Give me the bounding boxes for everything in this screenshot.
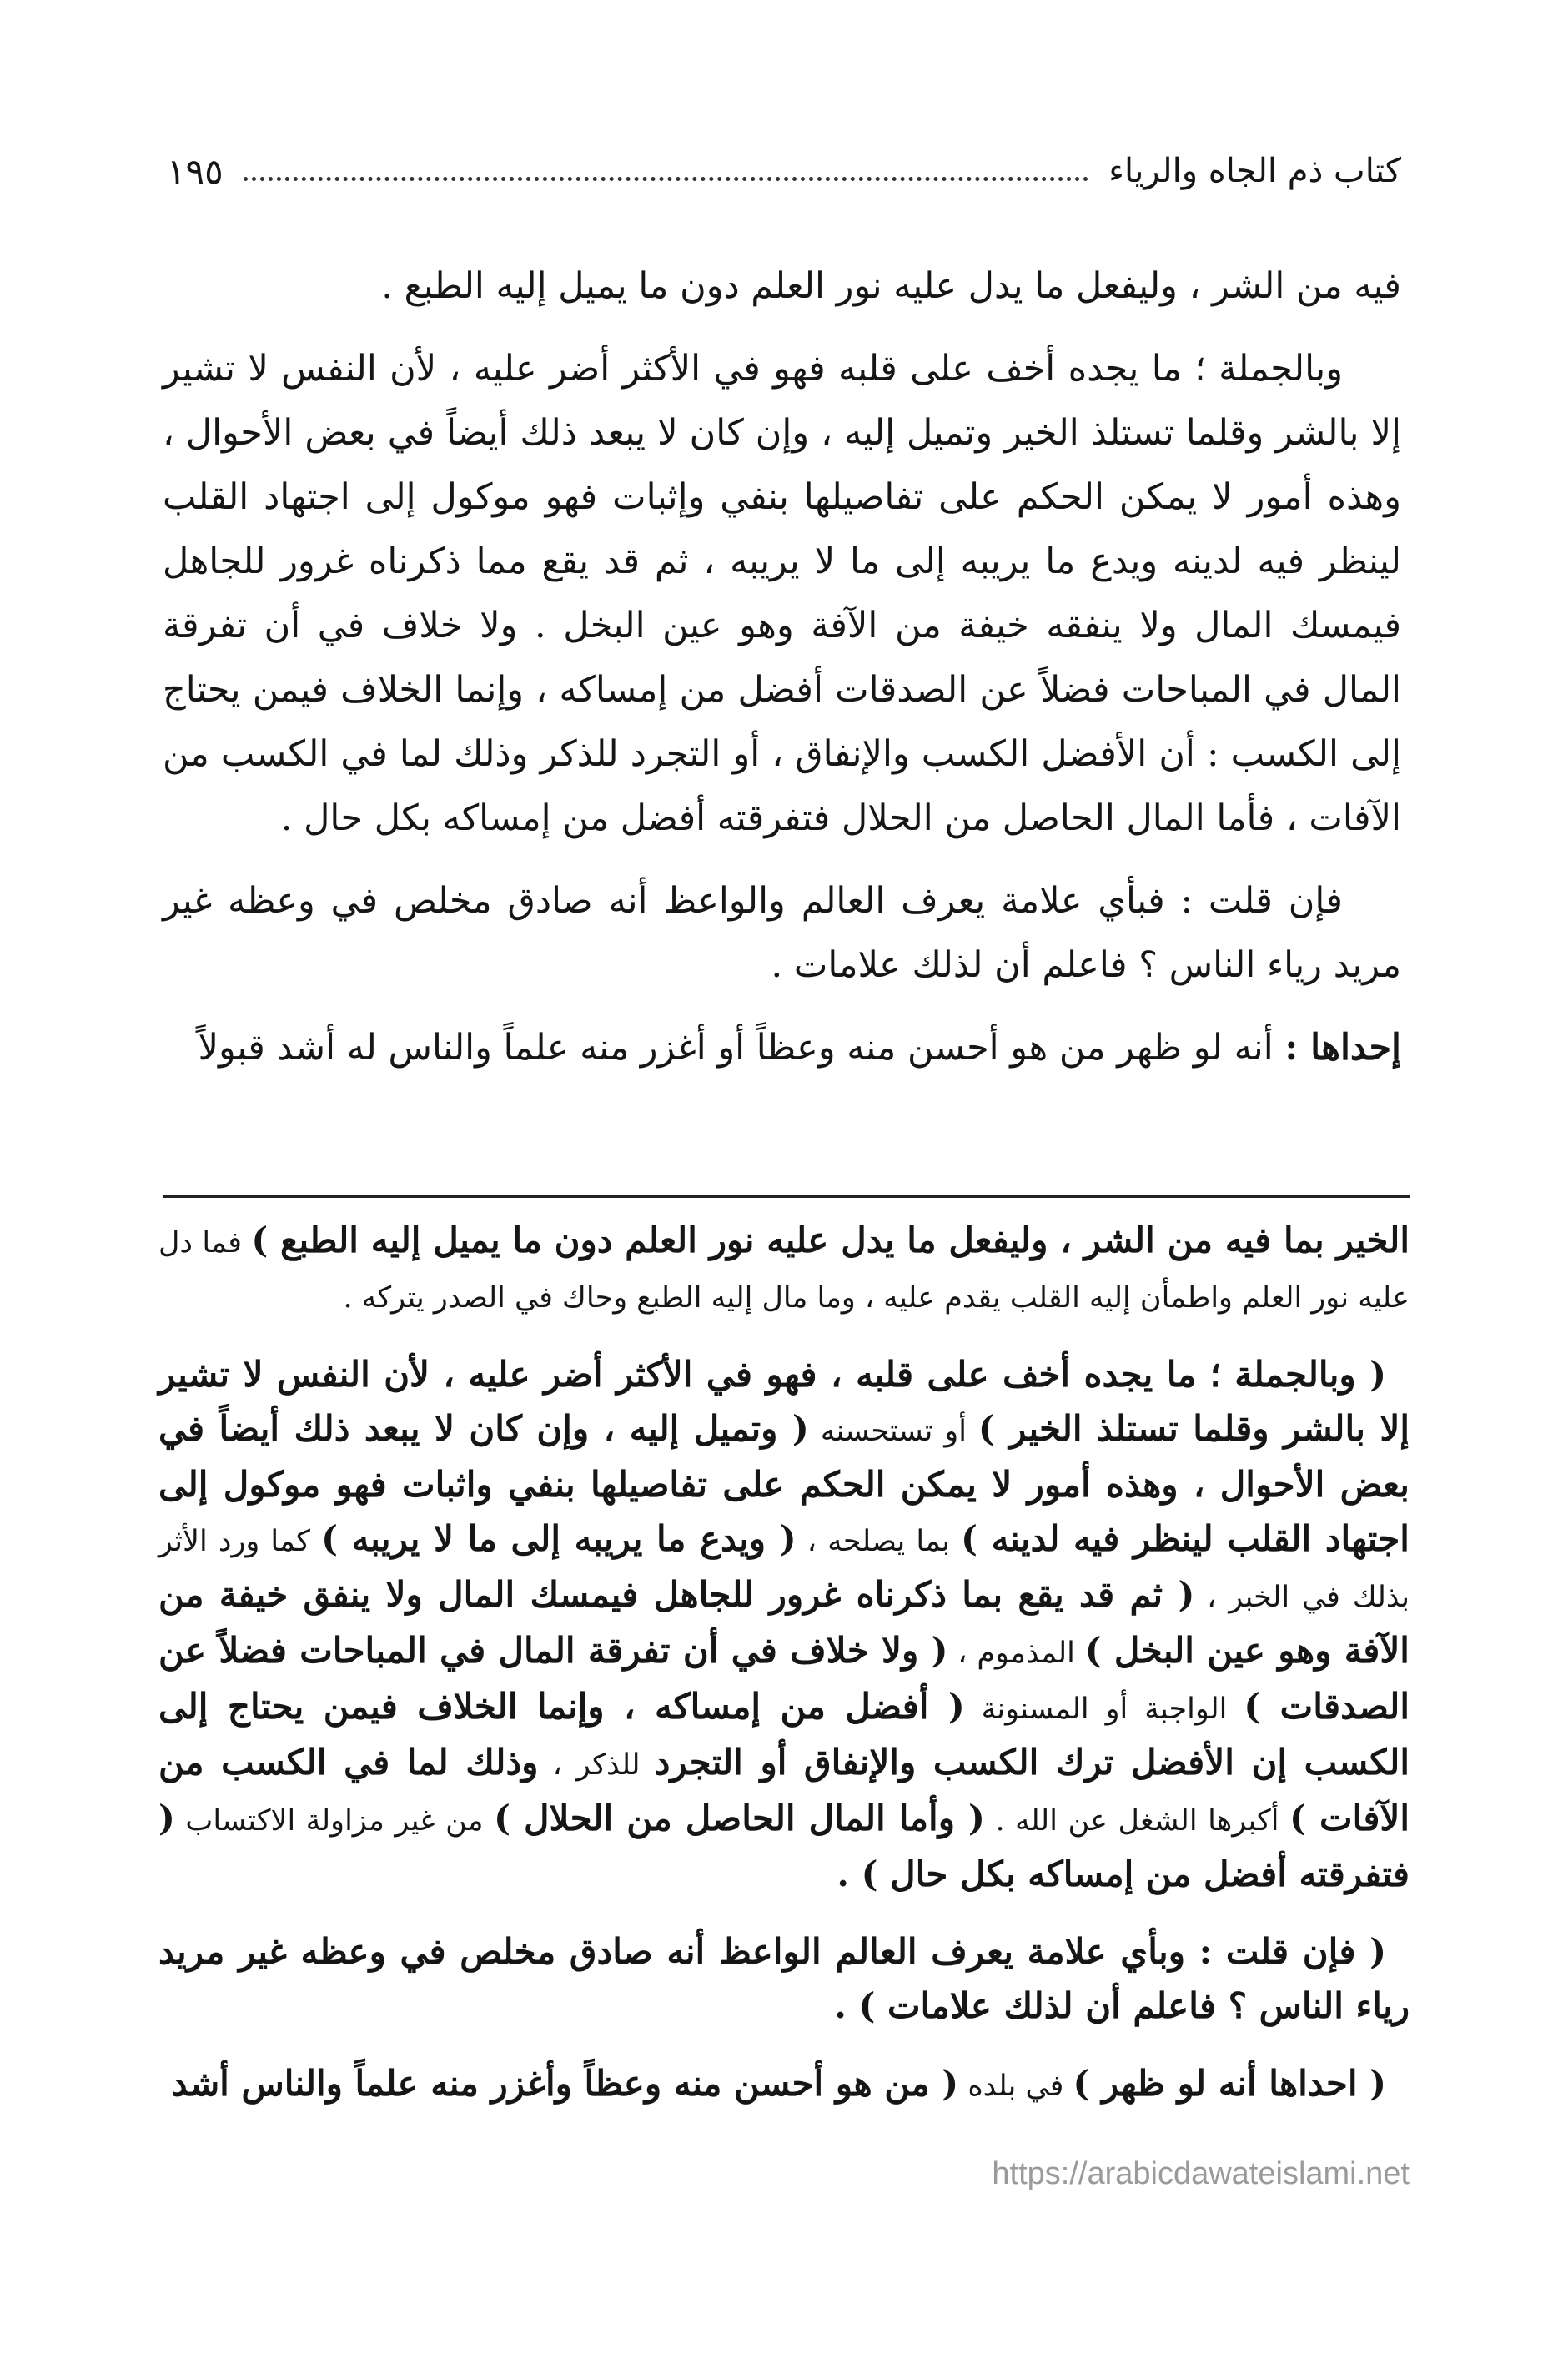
- commentary-note: من غير مزاولة الاكتساب: [174, 1804, 495, 1838]
- quoted-source-text: ( احداها أنه لو ظهر ): [1073, 2063, 1386, 2104]
- commentary-paragraph-4: [158, 2057, 1410, 2113]
- quoted-source-text: ( وبالجملة ؛ ما يجده أخف على قلبه ، فهو في الأكثر أضر عليه ، لأن النفس لا تشير إلا بالشر وقلما تستلذ الخير ): [158, 1354, 1410, 1449]
- quoted-source-text: وذلك لما في الكسب من الآفات ): [158, 1742, 1410, 1838]
- quoted-source-text: ( فتفرقته أفضل من إمساكه بكل حال ) .: [158, 1798, 1410, 1894]
- running-header: [167, 142, 1401, 200]
- commentary-paragraph-3: [158, 1925, 1410, 2034]
- quoted-source-text: ( ثم قد يقع بما ذكرناه غرور للجاهل فيمسك المال ولا ينفق خيفة من الآفة وهو عين البخل ): [158, 1574, 1410, 1671]
- commentary-note: للذكر ،: [538, 1748, 655, 1782]
- main-paragraph-2: وبالجملة ؛ ما يجده أخف على قلبه فهو في الأكثر أضر عليه ، لأن النفس لا تشير إلا بالشر وقلما تستلذ الخير وتميل إليه ، وإن كان لا يبعد ذلك أيضاً في بعض الأحوال ، وهذه أمور لا يمكن الحكم على تفاصيلها بنفي وإثبات فهو موكول إلى اجتهاد القلب لينظر فيه لدينه ويدع ما يريبه إلى ما لا يريبه ، ثم قد يقع مما ذكرناه غرور للجاهل فيمسك المال ولا ينفقه خيفة من الآفة وهو عين البخل . ولا خلاف في أن تفرقة المال في المباحات فضلاً عن الصدقات أفضل من إمساكه ، وإنما الخلاف فيمن يحتاج إلى الكسب : أن الأفضل الكسب والإنفاق ، أو التجرد للذكر وذلك لما في الكسب من الآفات ، فأما المال الحاصل من الحلال فتفرقته أفضل من إمساكه بكل حال .: [163, 348, 1401, 839]
- commentary-note: أو تستحسنه: [808, 1415, 978, 1448]
- main-paragraph-4: [163, 1016, 1401, 1080]
- commentary-paragraph-2: [158, 1348, 1410, 1902]
- quoted-source-text: ( أفضل من إمساكه ، وإنما الخلاف فيمن يحتاج إلى الكسب إن الأفضل ترك الكسب والإنفاق أو التجرد: [158, 1686, 1410, 1783]
- quoted-source-text: ( وتميل إليه ، وإن كان لا يبعد ذلك أيضاً في بعض الأحوال ، وهذه أمور لا يمكن الحكم على تفاصيلها بنفي واثبات فهو موكول إلى اجتهاد القلب لينظر فيه لدينه ): [158, 1408, 1410, 1559]
- quoted-source-text: الخير بما فيه من الشر ، وليفعل ما يدل عليه نور العلم دون ما يميل إليه الطبع ): [251, 1220, 1410, 1260]
- main-paragraph-3: فإن قلت : فبأي علامة يعرف العالم والواعظ أنه صادق مخلص في وعظه غير مريد رياء الناس ؟ فاعلم أن لذلك علامات .: [163, 880, 1401, 986]
- paragraph-lead: إحداها :: [1284, 1027, 1401, 1069]
- quoted-source-text: ( ولا خلاف في أن تفرقة المال في المباحات فضلاً عن الصدقات ): [158, 1630, 1410, 1727]
- commentary-note: المذموم ،: [947, 1637, 1085, 1670]
- quoted-source-text: ( من هو أحسن منه وعظاً وأغزر منه علماً والناس أشد: [171, 2063, 959, 2104]
- watermark-url: https://arabicdawateislami.net: [992, 2156, 1410, 2191]
- paragraph-text: أنه لو ظهر من هو أحسن منه وعظاً أو أغزر منه علماً والناس له أشد قبولاً: [198, 1027, 1274, 1069]
- commentary-note: بما يصلحه ،: [796, 1525, 962, 1558]
- main-text: [163, 254, 1401, 1099]
- commentary-note: في بلده: [958, 2070, 1073, 2103]
- commentary-divider: [163, 1195, 1410, 1198]
- header-dot-leader: [244, 177, 1089, 181]
- commentary-note: كما ورد الأثر بذلك في الخبر ،: [158, 1525, 1410, 1614]
- commentary-note: فما دل عليه نور العلم واطمأن إليه القلب يقدم عليه ، وما مال إليه الطبع وحاك في الصدر يتركه .: [158, 1226, 1410, 1315]
- commentary-text: [158, 1214, 1410, 2136]
- chapter-title: كتاب ذم الجاه والرياء: [1108, 152, 1401, 190]
- quoted-source-text: ( وأما المال الحاصل من الحلال ): [494, 1798, 985, 1838]
- quoted-source-text: ( فإن قلت : وبأي علامة يعرف العالم الواعظ أنه صادق مخلص في وعظه غير مريد رياء الناس ؟ فاعلم أن لذلك علامات ) .: [158, 1931, 1410, 2026]
- commentary-paragraph-1: [158, 1214, 1410, 1325]
- commentary-note: الواجبة أو المسنونة: [964, 1693, 1244, 1726]
- quoted-source-text: ( ويدع ما يريبه إلى ما لا يريبه ): [321, 1518, 797, 1559]
- main-paragraph-1: فيه من الشر ، وليفعل ما يدل عليه نور العلم دون ما يميل إليه الطبع .: [381, 265, 1401, 307]
- page-number: ١٩٥: [167, 150, 224, 192]
- commentary-note: أكبرها الشغل عن الله .: [984, 1804, 1290, 1838]
